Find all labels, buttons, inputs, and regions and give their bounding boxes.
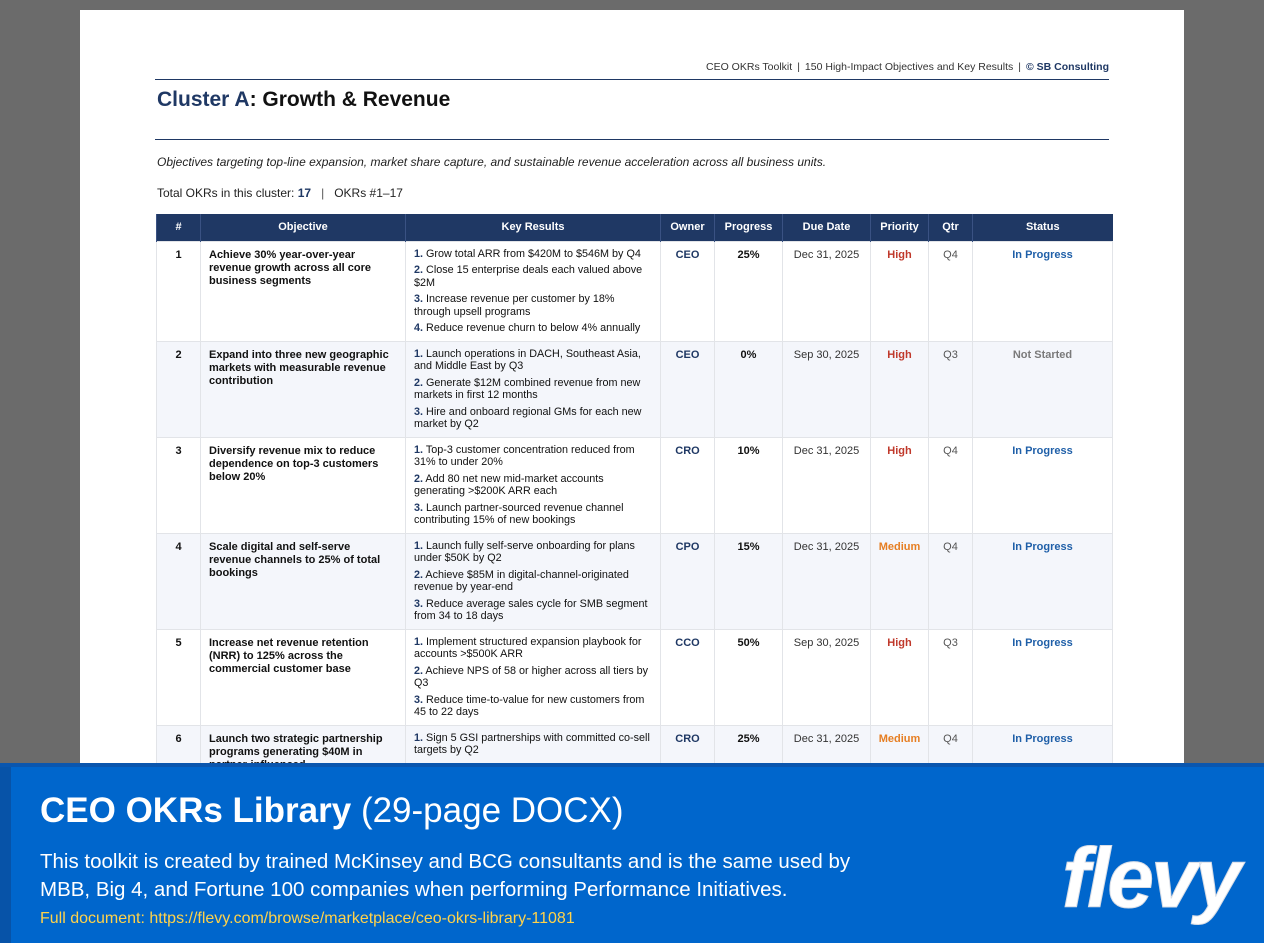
quarter: Q4 (929, 725, 973, 770)
document-link[interactable]: Full document: https://flevy.com/browse/marketplace/ceo-okrs-library-11081 (40, 910, 575, 927)
quarter: Q3 (929, 629, 973, 725)
col-header: Key Results (406, 214, 661, 241)
progress: 0% (715, 341, 783, 437)
progress: 15% (715, 533, 783, 629)
owner: CRO (661, 725, 715, 770)
key-results (406, 241, 661, 341)
priority: High (871, 341, 929, 437)
due-date: Sep 30, 2025 (783, 629, 871, 725)
cluster-title (157, 88, 450, 112)
status: In Progress (973, 629, 1113, 725)
due-date: Dec 31, 2025 (783, 437, 871, 533)
cluster-title-rest: : Growth & Revenue (249, 88, 451, 111)
key-result: 1. Launch operations in DACH, Southeast Asia, and Middle East by Q3 (414, 347, 641, 372)
due-date: Dec 31, 2025 (783, 241, 871, 341)
table-row (157, 629, 1113, 725)
banner-title-sub: (29-page DOCX) (360, 791, 624, 830)
col-header: Qtr (929, 214, 973, 241)
status: In Progress (973, 533, 1113, 629)
table-row (157, 437, 1113, 533)
status: In Progress (973, 241, 1113, 341)
key-results (406, 341, 661, 437)
owner: CCO (661, 629, 715, 725)
quarter: Q3 (929, 341, 973, 437)
col-header: # (157, 214, 201, 241)
key-results (406, 437, 661, 533)
key-result: 3. Reduce time-to-value for new customers from 45 to 22 days (414, 693, 645, 718)
col-header: Priority (871, 214, 929, 241)
col-header: Owner (661, 214, 715, 241)
document-page (80, 10, 1184, 770)
progress: 50% (715, 629, 783, 725)
key-result: 1. Implement structured expansion playbook for accounts >$500K ARR (414, 635, 642, 660)
col-header: Progress (715, 214, 783, 241)
priority: High (871, 629, 929, 725)
objective: Scale digital and self-serve revenue channels to 25% of total bookings (201, 533, 406, 629)
key-result: 1. Grow total ARR from $420M to $546M by Q4 (414, 247, 641, 260)
key-result: 2. Close 15 enterprise deals each valued above $2M (414, 264, 643, 289)
quarter: Q4 (929, 437, 973, 533)
header-toolkit: CEO OKRs Toolkit (706, 61, 793, 73)
key-result: 3. Reduce average sales cycle for SMB segment from 34 to 18 days (414, 597, 648, 622)
table-header-row (157, 214, 1113, 241)
banner-title-main: CEO OKRs Library (40, 791, 352, 830)
okr-count-line: Total OKRs in this cluster: 17 | OKRs #1–17 (157, 186, 403, 200)
okr-number: 3 (157, 437, 201, 533)
priority: Medium (871, 725, 929, 770)
key-result: 2. Achieve $85M in digital-channel-originated revenue by year-end (414, 568, 629, 593)
table-row (157, 241, 1113, 341)
quarter: Q4 (929, 241, 973, 341)
banner-title (40, 791, 624, 831)
okr-number: 1 (157, 241, 201, 341)
okr-number: 2 (157, 341, 201, 437)
owner: CEO (661, 341, 715, 437)
owner: CEO (661, 241, 715, 341)
status: Not Started (973, 341, 1113, 437)
owner: CRO (661, 437, 715, 533)
owner: CPO (661, 533, 715, 629)
table-row (157, 341, 1113, 437)
col-header: Due Date (783, 214, 871, 241)
total-count: 17 (297, 186, 312, 200)
progress: 10% (715, 437, 783, 533)
key-result: 4. Reduce revenue churn to below 4% annually (414, 322, 641, 334)
priority: High (871, 241, 929, 341)
col-header: Objective (201, 214, 406, 241)
due-date: Sep 30, 2025 (783, 341, 871, 437)
header-copyright: © SB Consulting (1026, 61, 1109, 73)
objective: Launch two strategic partnership programs generating $40M in (201, 725, 406, 770)
okr-number: 5 (157, 629, 201, 725)
key-result: 1. Sign 5 GSI partnerships with committed co-sell targets by Q2 (414, 731, 650, 756)
objective: Achieve 30% year-over-year revenue growth across all core business segments (201, 241, 406, 341)
okr-table (156, 214, 1113, 770)
objective: Expand into three new geographic markets with measurable revenue contribution (201, 341, 406, 437)
key-result: 1. Launch fully self-serve onboarding for plans under $50K by Q2 (414, 539, 635, 564)
table-row (157, 533, 1113, 629)
due-date: Dec 31, 2025 (783, 533, 871, 629)
key-result: 1. Top-3 customer concentration reduced from 31% to under 20% (414, 443, 635, 468)
title-divider (155, 139, 1109, 140)
col-header: Status (973, 214, 1113, 241)
due-date: Dec 31, 2025 (783, 725, 871, 770)
running-header: CEO OKRs Toolkit | 150 High-Impact Objectives and Key Results | © SB Consulting (155, 61, 1109, 80)
objective: Diversify revenue mix to reduce dependence on top-3 customers below 20% (201, 437, 406, 533)
key-result: 2. Achieve NPS of 58 or higher across all tiers by Q3 (414, 664, 649, 689)
svg-text:flevy: flevy (1062, 835, 1239, 925)
key-results (406, 629, 661, 725)
flevy-logo[interactable] (1058, 835, 1248, 925)
objective: Increase net revenue retention (NRR) to 125% across the commercial customer base (201, 629, 406, 725)
okr-number: 6 (157, 725, 201, 770)
header-subtitle: 150 High-Impact Objectives and Key Results (804, 61, 1014, 73)
key-result: 2. Add 80 net new mid-market accounts generating >$200K ARR each (414, 472, 604, 497)
quarter: Q4 (929, 533, 973, 629)
status: In Progress (973, 437, 1113, 533)
total-label: Total OKRs in this cluster: (157, 186, 295, 200)
okr-number: 4 (157, 533, 201, 629)
promo-banner (0, 763, 1264, 943)
key-results (406, 533, 661, 629)
priority: High (871, 437, 929, 533)
okr-range: OKRs #1–17 (334, 186, 403, 200)
banner-description: This toolkit is created by trained McKinsey and BCG consultants and is the same used by MBB, Big 4, and Fortune 100 companies when performing Performance Initiatives. (40, 850, 851, 901)
cluster-title-lead: Cluster A (157, 88, 250, 111)
key-result: 2. Generate $12M combined revenue from new markets in first 12 months (414, 376, 641, 401)
key-result: 3. Increase revenue per customer by 18% through upsell programs (414, 293, 615, 318)
progress: 25% (715, 725, 783, 770)
key-result: 3. Launch partner-sourced revenue channel contributing 15% of new bookings (414, 501, 624, 526)
priority: Medium (871, 533, 929, 629)
progress: 25% (715, 241, 783, 341)
cluster-intro: Objectives targeting top-line expansion, market share capture, and sustainable revenue acceleration across all business units. (157, 155, 827, 169)
key-result: 3. Hire and onboard regional GMs for each new market by Q2 (414, 405, 642, 430)
status: In Progress (973, 725, 1113, 770)
